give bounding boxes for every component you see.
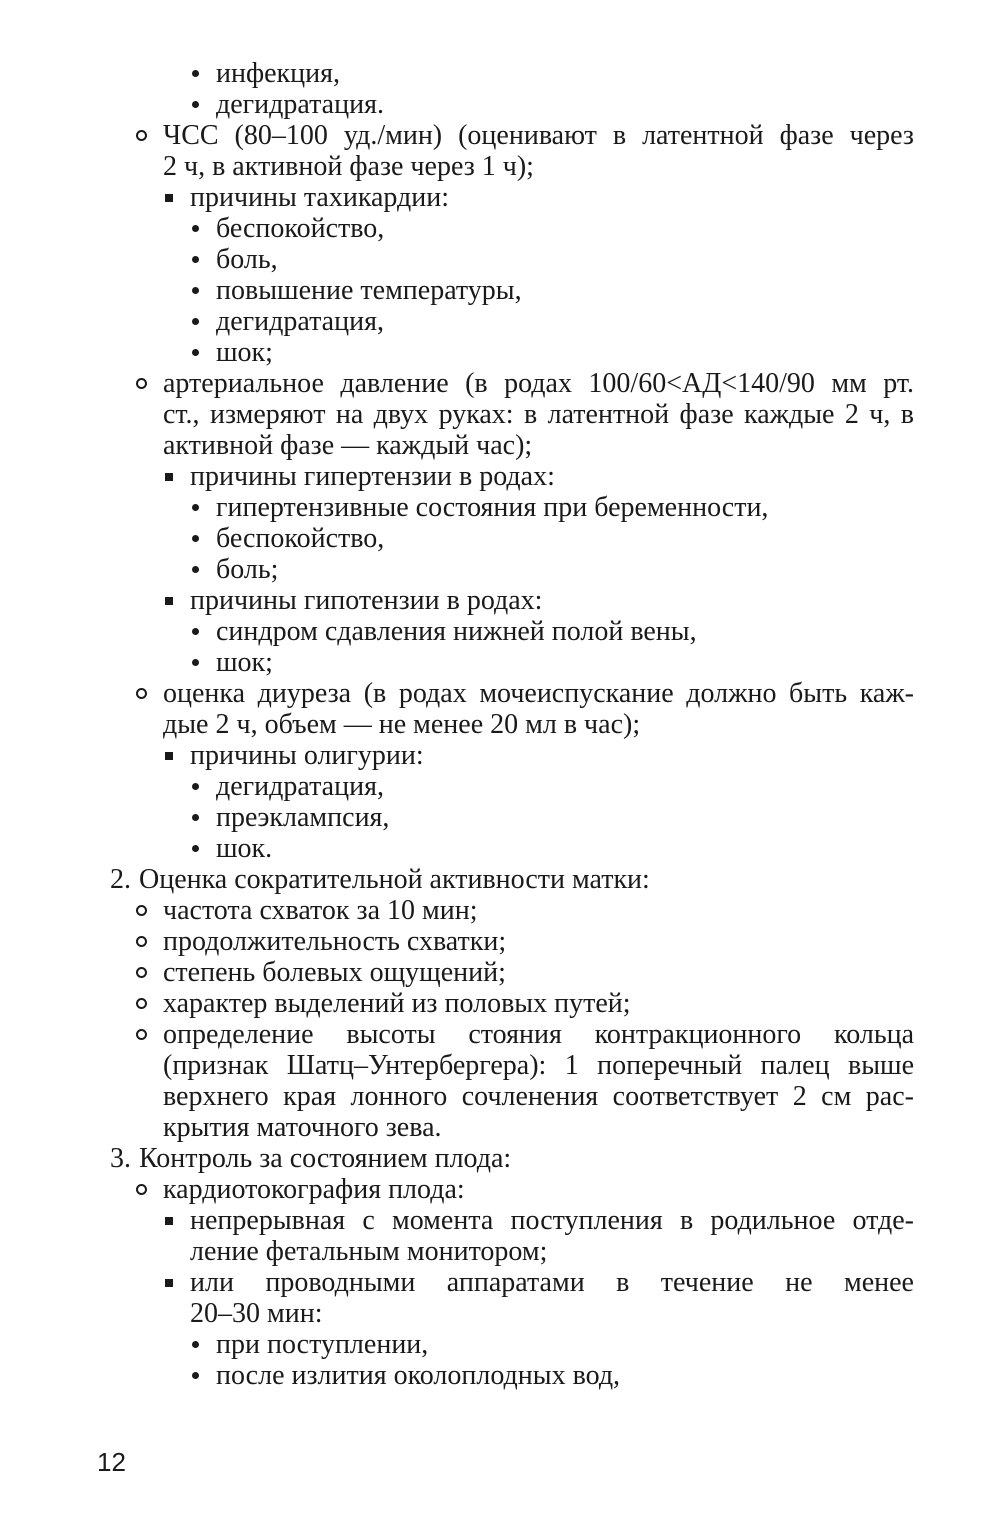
- bullet-square-icon: [158, 461, 180, 492]
- text-line: [0, 213, 1000, 244]
- line-text: беспокойство,: [216, 523, 385, 554]
- bullet-dot-icon: [184, 616, 206, 647]
- bullet-dot-icon: [184, 337, 206, 368]
- text-line: [0, 306, 1000, 337]
- bullet-circle-icon: [130, 120, 152, 151]
- text-line: [0, 58, 1000, 89]
- line-text: гипертензивные состояния при беременности,: [216, 492, 769, 523]
- bullet-dot-icon: [184, 1360, 206, 1391]
- line-text: крытия маточного зева.: [163, 1112, 442, 1143]
- line-text: инфекция,: [216, 58, 340, 89]
- text-line: [0, 1143, 1000, 1174]
- bullet-dot-icon: [184, 213, 206, 244]
- bullet-dot-icon: [184, 554, 206, 585]
- line-text: шок;: [216, 337, 273, 368]
- bullet-square-icon: [158, 182, 180, 213]
- text-line: [0, 430, 1000, 461]
- line-text: причины гипотензии в родах:: [190, 585, 543, 616]
- line-text: шок.: [216, 833, 273, 864]
- text-line: [0, 244, 1000, 275]
- text-line: [0, 337, 1000, 368]
- line-text: шок;: [216, 647, 273, 678]
- bullet-dot-icon: [184, 1329, 206, 1360]
- bullet-square-icon: [158, 740, 180, 771]
- bullet-square-icon: [158, 585, 180, 616]
- line-text: преэклампсия,: [216, 802, 390, 833]
- line-text: характер выделений из половых путей;: [163, 988, 631, 1019]
- text-line: [0, 1236, 1000, 1267]
- text-line: [0, 678, 1000, 709]
- text-line: [0, 1205, 1000, 1236]
- text-line: [0, 275, 1000, 306]
- text-line: [0, 926, 1000, 957]
- text-line: [0, 1050, 1000, 1081]
- bullet-dot-icon: [184, 647, 206, 678]
- text-line: [0, 895, 1000, 926]
- text-line: [0, 709, 1000, 740]
- line-text: Оценка сократительной активности матки:: [139, 864, 650, 895]
- text-line: [0, 89, 1000, 120]
- bullet-circle-icon: [130, 1019, 152, 1050]
- line-text: ЧСС (80–100 уд./мин) (оценивают в латентной фазе через: [163, 120, 914, 151]
- text-line: [0, 988, 1000, 1019]
- bullet-circle-icon: [130, 926, 152, 957]
- line-text: боль,: [216, 244, 278, 275]
- text-line: [0, 802, 1000, 833]
- line-text: непрерывная с момента поступления в родильное отде-: [190, 1205, 914, 1236]
- text-line: [0, 616, 1000, 647]
- line-text: при поступлении,: [216, 1329, 429, 1360]
- line-text: синдром сдавления нижней полой вены,: [216, 616, 697, 647]
- bullet-dot-icon: [184, 492, 206, 523]
- line-text: 2 ч, в активной фазе через 1 ч);: [163, 151, 534, 182]
- bullet-square-icon: [158, 1267, 180, 1298]
- text-line: [0, 1112, 1000, 1143]
- list-number: 2.: [110, 864, 131, 895]
- bullet-dot-icon: [184, 306, 206, 337]
- list-number: 3.: [110, 1143, 131, 1174]
- bullet-dot-icon: [184, 833, 206, 864]
- text-line: [0, 1360, 1000, 1391]
- line-text: 20–30 мин:: [190, 1298, 323, 1329]
- text-line: [0, 647, 1000, 678]
- line-text: ст., измеряют на двух руках: в латентной фазе каждые 2 ч, в: [163, 399, 914, 430]
- text-line: [0, 399, 1000, 430]
- bullet-dot-icon: [184, 523, 206, 554]
- text-line: [0, 461, 1000, 492]
- bullet-circle-icon: [130, 368, 152, 399]
- line-text: артериальное давление (в родах 100/60<АД<140/90 мм рт.: [163, 368, 914, 399]
- bullet-dot-icon: [184, 89, 206, 120]
- line-text: или проводными аппаратами в течение не менее: [190, 1267, 914, 1298]
- bullet-dot-icon: [184, 58, 206, 89]
- text-line: [0, 1298, 1000, 1329]
- text-line: [0, 864, 1000, 895]
- line-text: после излития околоплодных вод,: [216, 1360, 621, 1391]
- page-number: 12: [97, 1447, 126, 1477]
- text-line: [0, 182, 1000, 213]
- text-line: [0, 1019, 1000, 1050]
- bullet-circle-icon: [130, 678, 152, 709]
- text-line: [0, 833, 1000, 864]
- line-text: ление фетальным монитором;: [190, 1236, 548, 1267]
- line-text: дегидратация.: [216, 89, 384, 120]
- text-line: [0, 1174, 1000, 1205]
- line-text: частота схваток за 10 мин;: [163, 895, 478, 926]
- page-text: [0, 58, 1000, 1391]
- line-text: продолжительность схватки;: [163, 926, 507, 957]
- bullet-circle-icon: [130, 957, 152, 988]
- line-text: кардиотокография плода:: [163, 1174, 465, 1205]
- bullet-circle-icon: [130, 1174, 152, 1205]
- line-text: боль;: [216, 554, 279, 585]
- line-text: Контроль за состоянием плода:: [139, 1143, 512, 1174]
- bullet-square-icon: [158, 1205, 180, 1236]
- line-text: (признак Шатц–Унтербергера): 1 поперечный палец выше: [163, 1050, 914, 1081]
- line-text: верхнего края лонного сочленения соответствует 2 см рас-: [163, 1081, 914, 1112]
- line-text: причины гипертензии в родах:: [190, 461, 555, 492]
- text-line: [0, 771, 1000, 802]
- text-line: [0, 585, 1000, 616]
- line-text: причины олигурии:: [190, 740, 424, 771]
- text-line: [0, 1329, 1000, 1360]
- text-line: [0, 368, 1000, 399]
- line-text: оценка диуреза (в родах мочеиспускание должно быть каж-: [163, 678, 914, 709]
- bullet-circle-icon: [130, 895, 152, 926]
- text-line: [0, 740, 1000, 771]
- bullet-dot-icon: [184, 275, 206, 306]
- bullet-dot-icon: [184, 802, 206, 833]
- line-text: степень болевых ощущений;: [163, 957, 506, 988]
- line-text: причины тахикардии:: [190, 182, 450, 213]
- bullet-circle-icon: [130, 988, 152, 1019]
- bullet-dot-icon: [184, 244, 206, 275]
- line-text: дегидратация,: [216, 306, 384, 337]
- text-line: [0, 492, 1000, 523]
- line-text: активной фазе — каждый час);: [163, 430, 533, 461]
- line-text: определение высоты стояния контракционного кольца: [163, 1019, 914, 1050]
- text-line: [0, 1081, 1000, 1112]
- text-line: [0, 151, 1000, 182]
- line-text: беспокойство,: [216, 213, 385, 244]
- line-text: дые 2 ч, объем — не менее 20 мл в час);: [163, 709, 641, 740]
- text-line: [0, 957, 1000, 988]
- text-line: [0, 523, 1000, 554]
- bullet-dot-icon: [184, 771, 206, 802]
- text-line: [0, 1267, 1000, 1298]
- line-text: повышение температуры,: [216, 275, 522, 306]
- text-line: [0, 120, 1000, 151]
- text-line: [0, 554, 1000, 585]
- line-text: дегидратация,: [216, 771, 384, 802]
